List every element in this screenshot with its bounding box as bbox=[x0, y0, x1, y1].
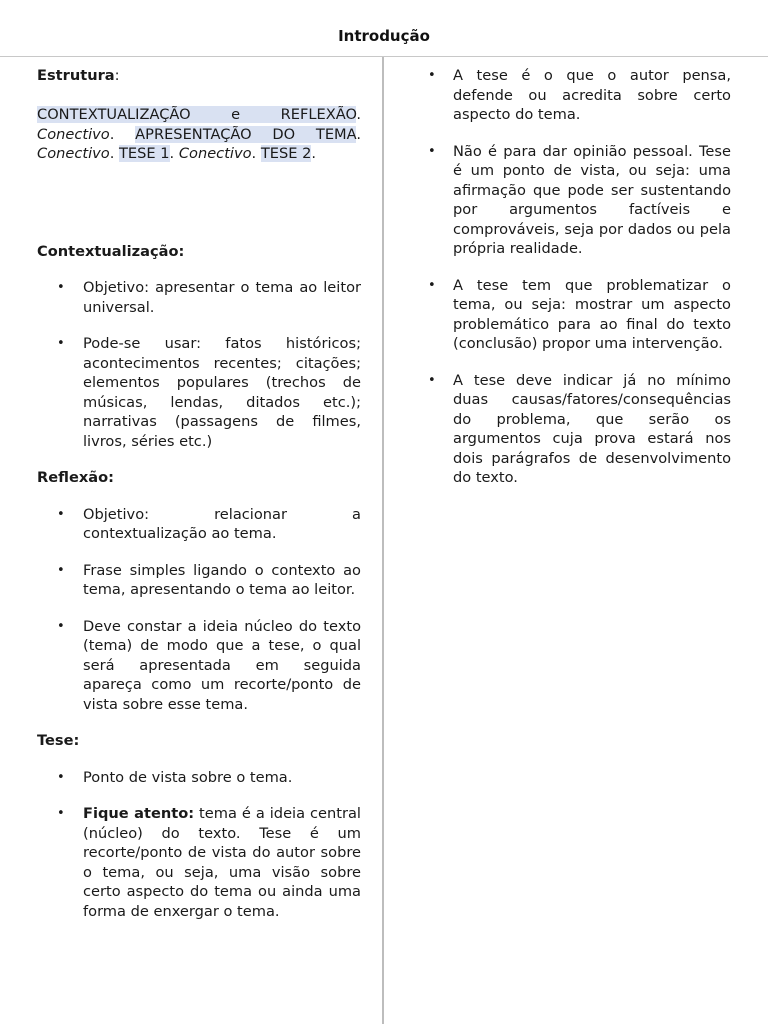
list-item-text: Ponto de vista sobre o tema. bbox=[83, 768, 293, 786]
bullet-icon: • bbox=[57, 769, 65, 785]
list-item bbox=[37, 561, 361, 600]
list-item bbox=[429, 142, 731, 259]
list-item bbox=[429, 371, 731, 488]
list-item bbox=[37, 768, 361, 788]
list-item-text: Frase simples ligando o contexto ao tema, apresentando o tema ao leitor. bbox=[83, 561, 361, 598]
left-column bbox=[37, 66, 361, 921]
bullet-icon: • bbox=[428, 143, 436, 159]
bullet-icon: • bbox=[428, 68, 436, 83]
estrutura-contextualizacao: CONTEXTUALIZAÇÃO e REFLEXÃO bbox=[37, 106, 357, 123]
estrutura-heading bbox=[37, 66, 361, 86]
list-item-text: Objetivo: apresentar o tema ao leitor universal. bbox=[83, 279, 361, 316]
estrutura-conectivo-1: Conectivo bbox=[37, 125, 110, 143]
tese-list bbox=[37, 768, 361, 922]
list-item-text: A tese é o que o autor pensa, defende ou acredita sobre certo aspecto do tema. bbox=[453, 67, 731, 123]
bullet-icon: • bbox=[57, 562, 65, 578]
page-title: Introdução bbox=[338, 27, 430, 45]
right-column bbox=[429, 66, 731, 488]
bullet-icon: • bbox=[428, 277, 436, 293]
contextualizacao-heading: Contextualização: bbox=[37, 242, 185, 260]
bullet-icon: • bbox=[428, 372, 436, 388]
estrutura-apresentacao: APRESENTAÇÃO DO TEMA bbox=[135, 125, 357, 143]
contextualizacao-list bbox=[37, 278, 361, 451]
column-divider bbox=[382, 57, 384, 1024]
bullet-icon: • bbox=[57, 506, 65, 522]
reflexao-list bbox=[37, 505, 361, 715]
estrutura-tese-1: TESE 1 bbox=[119, 145, 170, 162]
estrutura-text: CONTEXTUALIZAÇÃO e REFLEXÃO. Conectivo. APRESENTAÇÃO DO TEMA. Conectivo. TESE 1. Conectivo. TESE 2. bbox=[37, 106, 362, 162]
list-item bbox=[429, 276, 731, 354]
tese-notes-list bbox=[429, 66, 731, 488]
estrutura-tese-2: TESE 2 bbox=[260, 145, 312, 162]
list-item-text: A tese deve indicar já no mínimo duas causas/fatores/consequências do problema, que serão os argumentos cuja prova estará nos dois parágrafos de desenvolvimento do texto. bbox=[453, 371, 731, 486]
list-item bbox=[37, 804, 361, 921]
list-item-text: Não é para dar opinião pessoal. Tese é um ponto de vista, ou seja: uma afirmação que pode ser sustentando por argumentos factíveis e comprováveis, seja por dados ou pela própria realidade. bbox=[453, 142, 731, 257]
list-item-text: A tese tem que problematizar o tema, ou seja: mostrar um aspecto problemático para ao final do texto (conclusão) propor uma intervenção. bbox=[453, 276, 731, 352]
fique-atento-label: Fique atento: bbox=[83, 805, 195, 822]
list-item bbox=[37, 505, 361, 544]
list-item-text: tema é a ideia central (núcleo) do texto. Tese é um recorte/ponto de vista do autor sobre o tema, ou seja, uma visão sobre certo aspecto do tema ou ainda uma forma de enxergar o tema. bbox=[83, 805, 361, 920]
bullet-icon: • bbox=[57, 618, 65, 634]
bullet-icon: • bbox=[57, 336, 65, 351]
estrutura-label: Estrutura bbox=[37, 67, 115, 84]
estrutura-conectivo-2: Conectivo bbox=[37, 145, 110, 162]
estrutura-conectivo-3: Conectivo bbox=[178, 145, 252, 162]
list-item bbox=[37, 617, 361, 715]
bullet-icon: • bbox=[57, 806, 65, 821]
title-divider bbox=[0, 56, 768, 57]
bullet-icon: • bbox=[57, 280, 65, 295]
list-item bbox=[37, 334, 361, 451]
list-item-text: Objetivo: relacionar a contextualização ao tema. bbox=[83, 505, 361, 542]
reflexao-heading: Reflexão: bbox=[37, 469, 114, 486]
tese-heading: Tese: bbox=[37, 732, 80, 749]
list-item bbox=[37, 278, 361, 317]
list-item bbox=[429, 66, 731, 125]
estrutura-colon: : bbox=[114, 67, 120, 84]
list-item-text: Pode-se usar: fatos históricos; acontecimentos recentes; citações; elementos populares (trechos de músicas, lendas, ditados etc.); narrativas (passagens de filmes, livros, séries etc.) bbox=[83, 335, 361, 450]
list-item-text: Deve constar a ideia núcleo do texto (tema) de modo que a tese, o qual será apresentada em seguida apareça como um recorte/ponto de vista sobre esse tema. bbox=[83, 617, 361, 713]
